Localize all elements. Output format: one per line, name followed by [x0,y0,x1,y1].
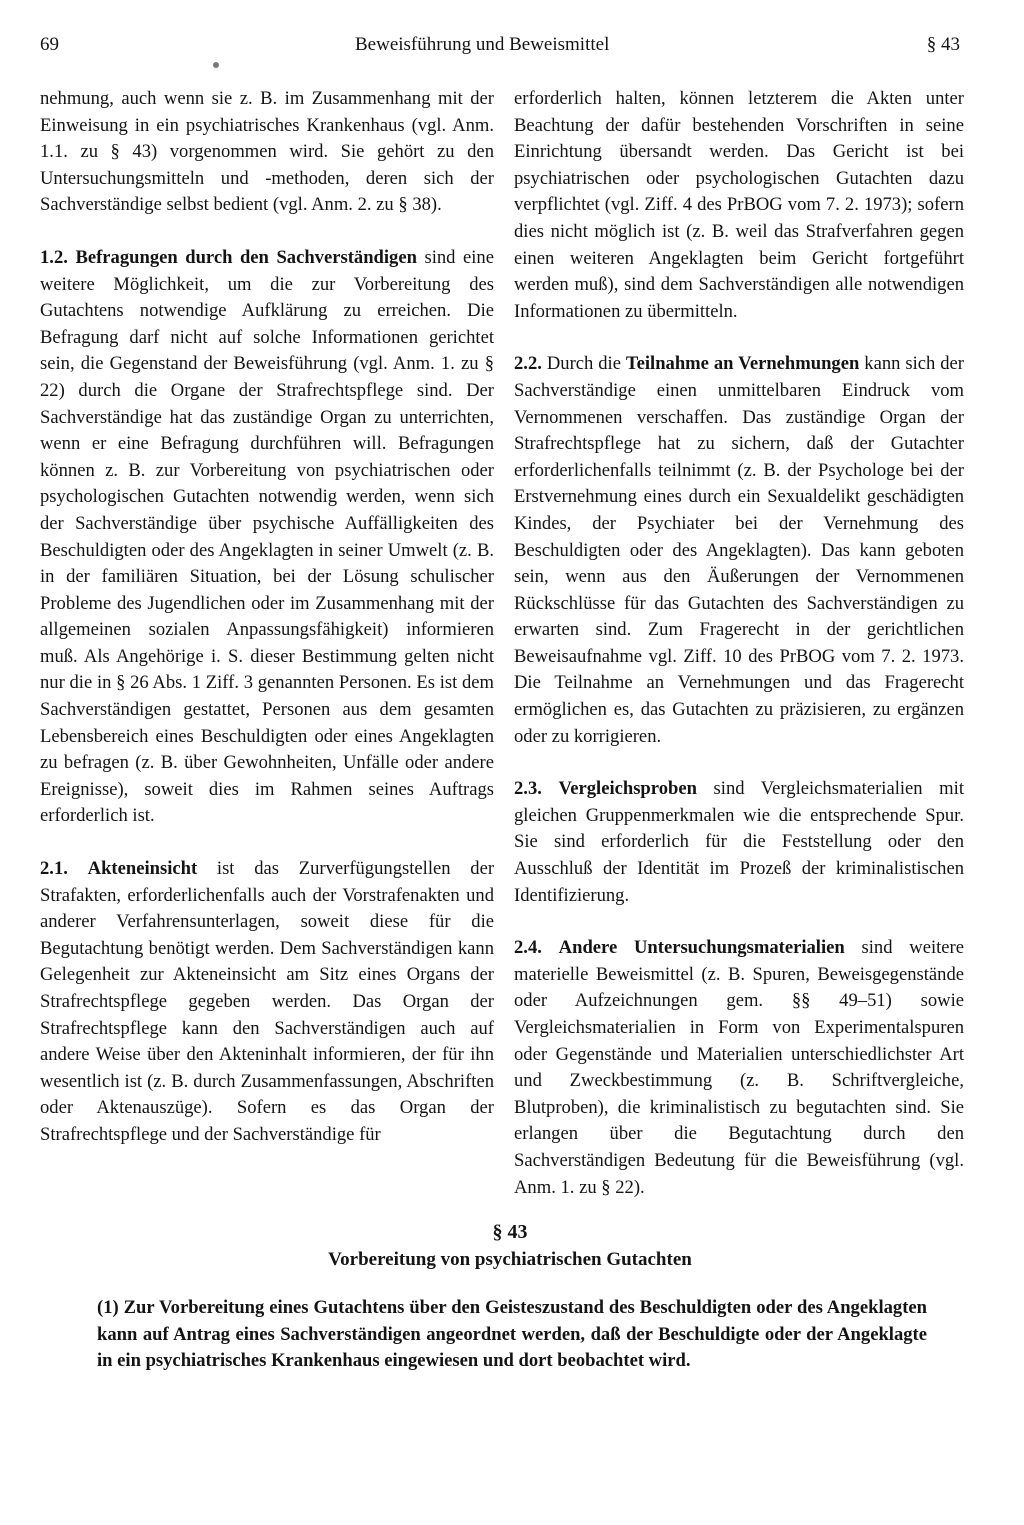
paragraph-text: sind eine weitere Möglichkeit, um die zur Vorbereitung des Gutachtens notwendige Aufklärung zu erreichen. Die Befragung darf nicht auf solche Informationen gerichtet sein, die Gegenstand der Beweisführung (vgl. Anm. 1. zu § 22) durch die Organe der Strafrechtspflege sind. Der Sachverständige hat das zuständige Organ zu unterrichten, wenn er eine Befragung durchführen will. Befragungen können z. B. zur Vorbereitung von psychiatrischen oder psychologischen Gutachten notwendig werden, wenn sich der Sachverständige über psychische Auffälligkeiten des Beschuldigten oder des Angeklagten in seiner Umwelt (z. B. in der familiären Situation, bei der Lösung schulischer Probleme des Jugendlichen oder im Zusammenhang mit der allgemeinen sozialen Anpassungsfähigkeit) informieren muß. Als Angehörige i. S. dieser Bestimmung gelten nicht nur die in § 26 Abs. 1 Ziff. 3 genannten Personen. Es ist dem Sachverständigen gestattet, Personen aus dem gesamten Lebensbereich eines Beschuldigten oder eines Angeklagten zu befragen (z. B. über Gewohnheiten, Unfälle oder andere Ereignisse), soweit dies im Rahmen seines Auftrags erforderlich ist. [40,246,494,827]
section-reference: § 43 [926,34,960,55]
paragraph-heading: Vergleichsproben [558,778,697,800]
paragraph-lead-in: Durch die [546,353,621,375]
paragraph-number: 2.2. [514,353,542,375]
paragraph-text: ist das Zurverfügungstellen der Strafakten, erforderlichenfalls auch der Vorstrafenakten und anderer Verfahrensunterlagen, soweit diese für die Begutachtung benötigt werden. Dem Sachverständigen kann Gelegenheit zur Akteneinsicht am Sitz eines Organs der Strafrechtspflege gegeben werden. Das Organ der Strafrechtspflege kann den Sachverständigen auch auf andere Weise über den Akteninhalt informieren, der für ihn wesentlich ist (z. B. durch Zusammenfassungen, Abschriften oder Aktenauszüge). Sofern es das Organ der Strafrechtspflege und der Sachverständige für [40,858,495,1145]
paragraph-heading: Andere Untersuchungsmaterialien [558,937,845,959]
right-column [514,86,964,1201]
paragraph-number: 2.1. [40,858,68,880]
print-speck [213,62,219,68]
paragraph-continuation [514,86,964,325]
paragraph-teilnahme [514,351,964,750]
paragraph-number: 2.4. [514,937,542,959]
paragraph-heading: Befragungen durch den Sachverständigen [75,246,417,268]
paragraph-text: erforderlich halten, können letzterem die Akten unter Beachtung der dafür bestehenden Vorschriften in seine Einrichtung übersandt werden. Das Gericht ist bei psychiatrischen oder psychologischen Gutachten dazu verpflichtet (vgl. Ziff. 4 des PrBOG vom 7. 2. 1973); sofern dies nicht möglich ist (z. B. weil das Strafverfahren gegen einen weiteren Angeklagten beim Gericht fortgeführt werden muß), sind dem Sachverständigen alle notwendigen Informationen zu übermitteln. [514,88,964,322]
paragraph-text: kann sich der Sachverständige einen unmittelbaren Eindruck vom Vernommenen verschaffen. Das zuständige Organ der Strafrechtspflege hat zu sichern, daß der Gutachter erforderlichenfalls teilnimmt (z. B. der Psychologe bei der Erstvernehmung eines durch ein Sexualdelikt geschädigten Kindes, der Psychiater bei der Vernehmung des Beschuldigten oder des Angeklagten). Das kann geboten sein, wenn aus den Äußerungen der Vernommenen Rückschlüsse für das Gutachten des Sachverständigen zu erwarten sind. Zum Fragerecht in der gerichtlichen Beweisaufnahme vgl. Ziff. 10 des PrBOG vom 7. 2. 1973. Die Teilnahme an Vernehmungen und das Fragerecht ermöglichen es, das Gutachten zu präzisieren, zu ergänzen oder zu korrigieren. [514,353,964,747]
paragraph-text: nehmung, auch wenn sie z. B. im Zusammenhang mit der Einweisung in ein psychiatrisches Krankenhaus (vgl. Anm. 1.1. zu § 43) vorgenommen wird. Sie gehört zu den Untersuchungsmitteln und -methoden, deren sich der Sachverständige selbst bedient (vgl. Anm. 2. zu § 38). [40,88,494,216]
left-column [40,86,494,1149]
paragraph-heading: Akteneinsicht [87,858,198,880]
paragraph-akteneinsicht [40,856,494,1149]
section-heading [40,1218,980,1274]
page-header [0,32,1024,62]
running-title: Beweisführung und Beweismittel [355,34,610,55]
section-title: Vorbereitung von psychiatrischen Gutachten [328,1249,692,1270]
paragraph-vergleichsproben [514,776,964,909]
section-number: § 43 [492,1221,528,1243]
page-number: 69 [40,34,59,55]
paragraph-number: 2.3. [514,778,542,800]
law-paragraph: (1) Zur Vorbereitung eines Gutachtens über den Geisteszustand des Beschuldigten oder des Angeklagten kann auf Antrag eines Sachverständigen angeordnet werden, daß der Beschuldigte oder der Angeklagte in ein psychiatrisches Krankenhaus eingewiesen und dort beobachtet wird. [97,1297,927,1372]
paragraph-continuation [40,86,494,219]
paragraph-number: 1.2. [40,246,68,268]
paragraph-text: sind weitere materielle Beweismittel (z. B. Spuren, Beweisgegenstände oder Aufzeichnungen gem. §§ 49–51) sowie Vergleichsmaterialien in Form von Experimentalspuren oder Gegenstände und Materialien unterschiedlichster Art und Zweckbestimmung (z. B. Schriftvergleiche, Blutproben), die kriminalistisch zu begutachten sind. Sie erlangen über die Begutachtung durch den Sachverständigen Bedeutung für die Beweisführung (vgl. Anm. 1. zu § 22). [514,937,964,1198]
law-text [97,1295,927,1375]
paragraph-heading: Teilnahme an Vernehmungen [625,353,860,375]
paragraph-untersuchungsmaterialien [514,935,964,1201]
paragraph-befragungen [40,245,494,830]
paragraph-text: sind Vergleichsmaterialien mit gleichen Gruppenmerkmalen wie die entsprechende Spur. Sie sind erforderlich für die Feststellung oder den Ausschluß der Identität im Prozeß der kriminalistischen Identifizierung. [514,778,964,906]
